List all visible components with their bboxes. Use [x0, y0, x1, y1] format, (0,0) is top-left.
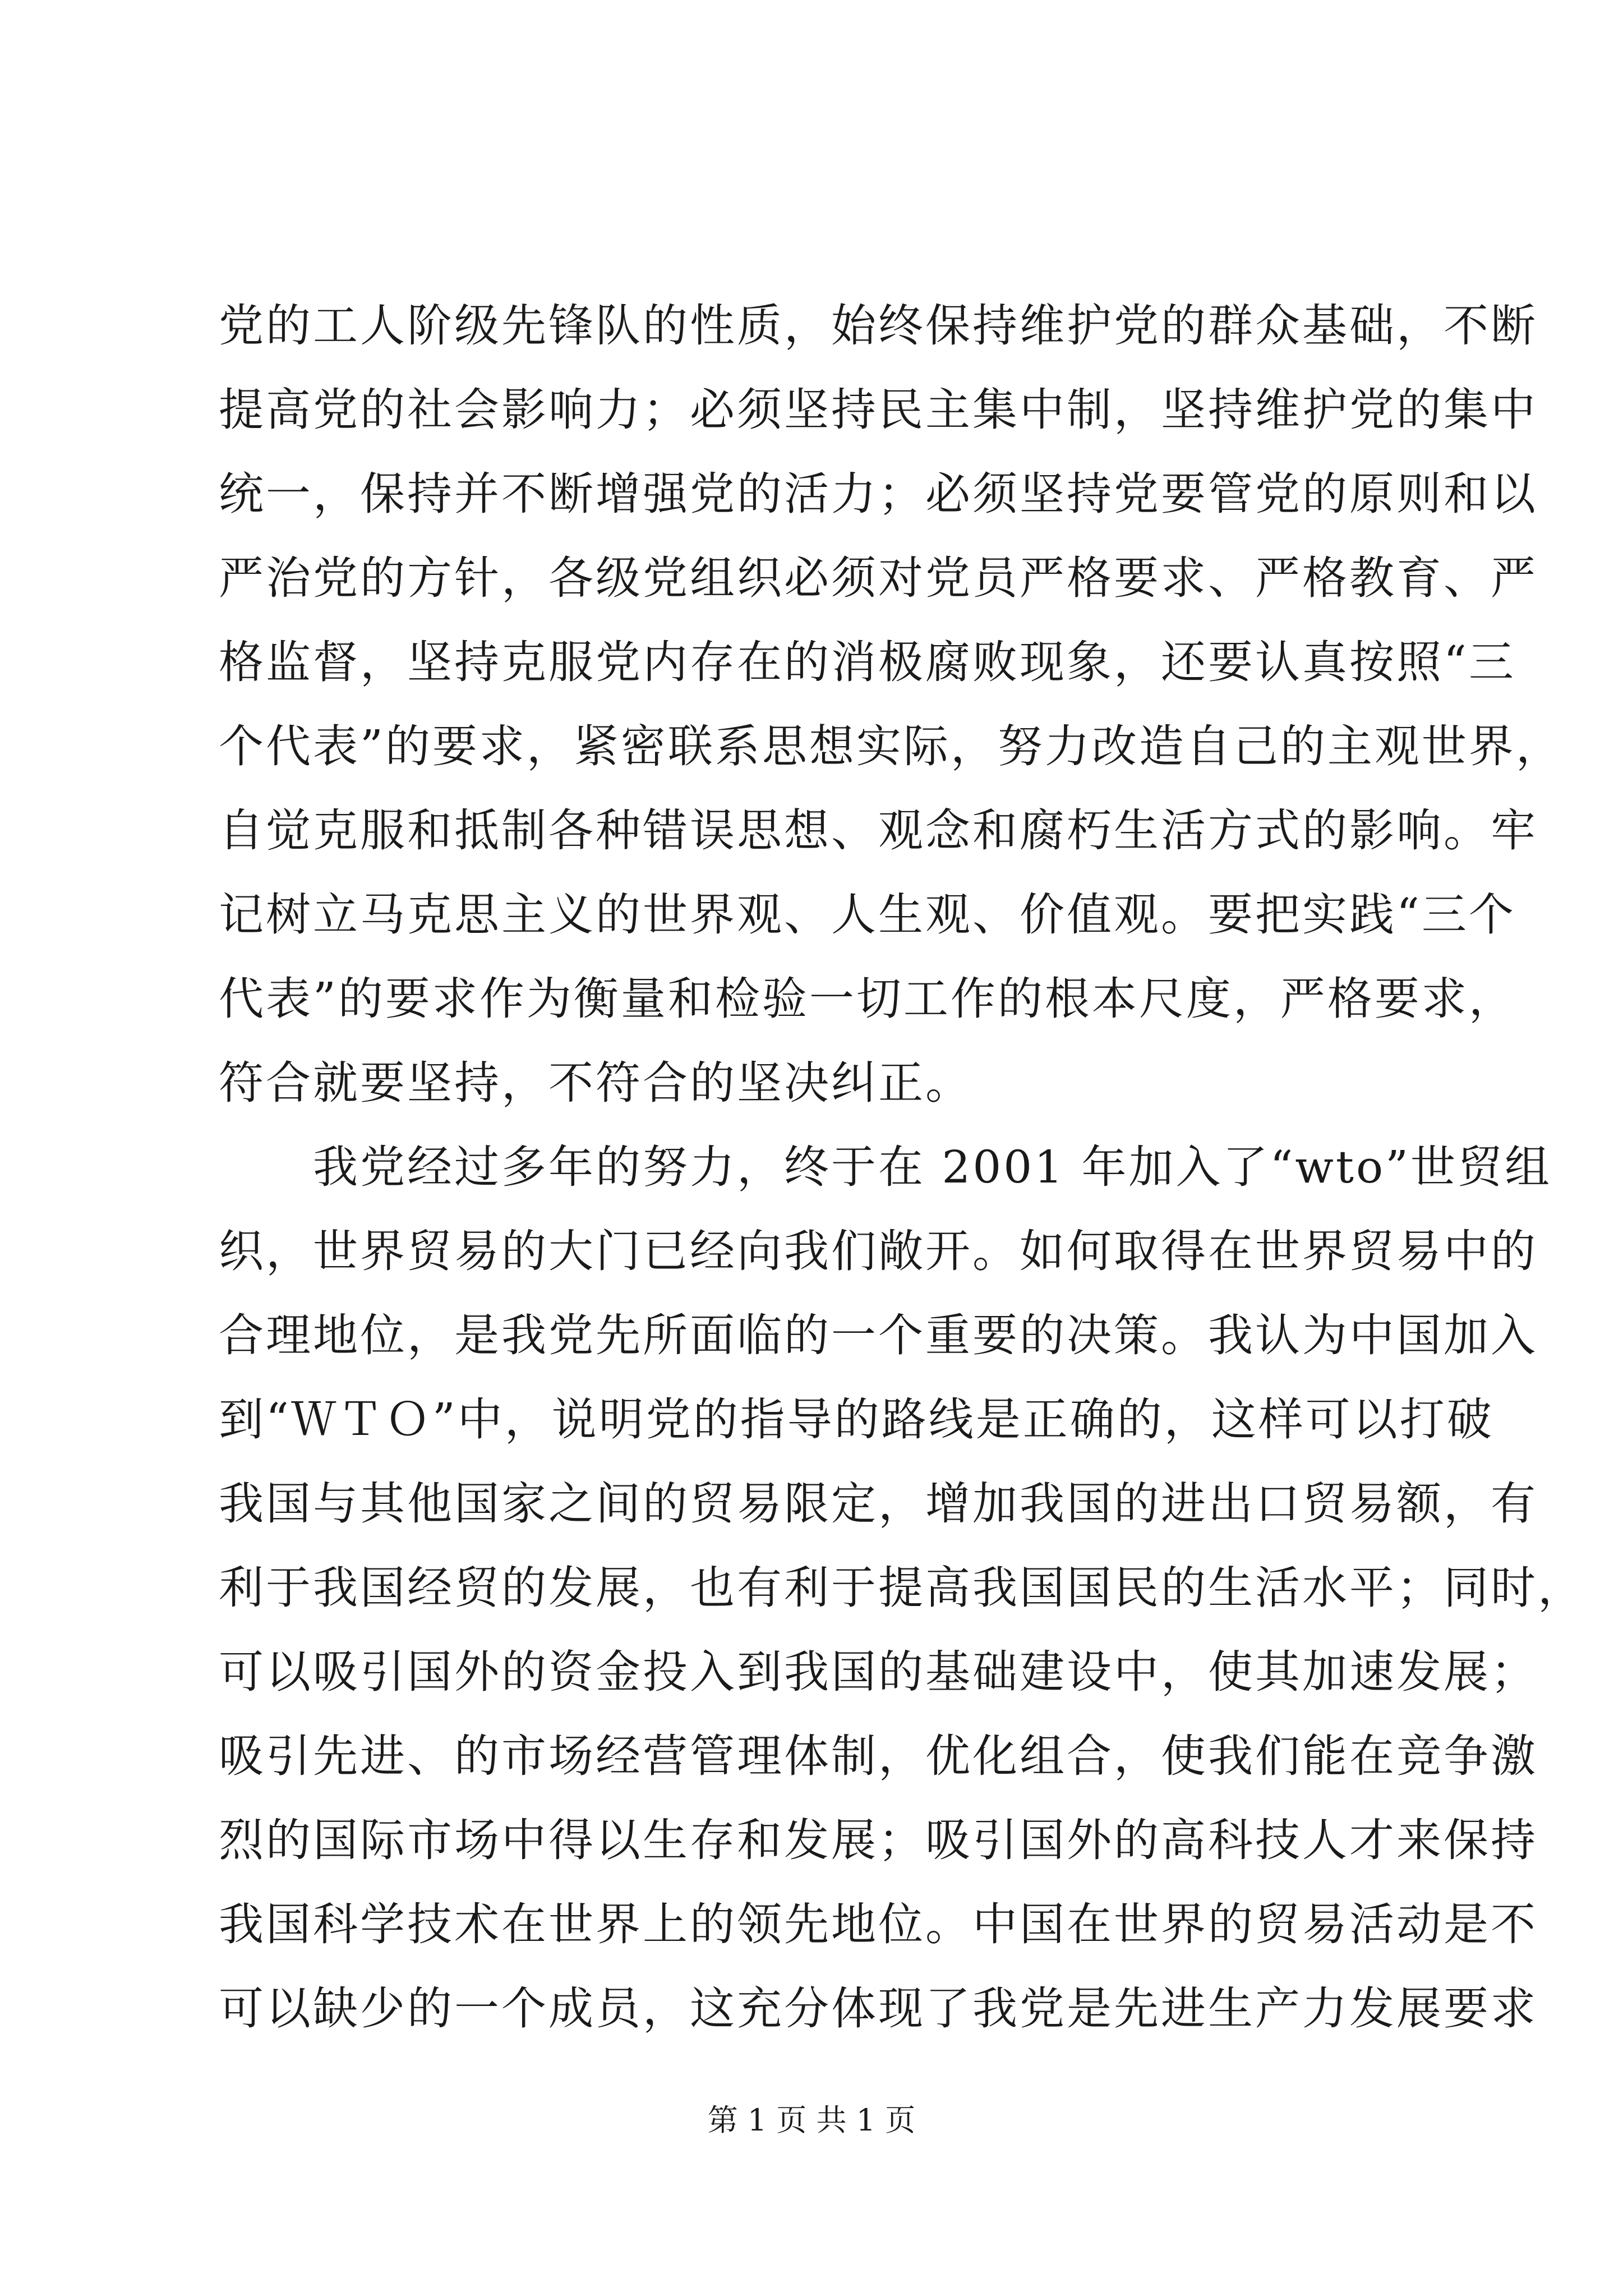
text-line: 利于我国经贸的发展，也有利于提高我国国民的生活水平；同时， [219, 1562, 1585, 1614]
text-line: 记树立马克思主义的世界观、人生观、价值观。要把实践“三个 [219, 889, 1516, 941]
text-line: 自觉克服和抵制各种错误思想、观念和腐朽生活方式的影响。牢 [219, 804, 1538, 857]
text-line: 我国与其他国家之间的贸易限定，增加我国的进出口贸易额，有 [219, 1478, 1538, 1530]
page-footer [0, 2098, 1623, 2143]
text-line: 我党经过多年的努力，终于在 2001 年加入了“wto”世贸组 [219, 1141, 1552, 1193]
text-line: 烈的国际市场中得以生存和发展；吸引国外的高科技人才来保持 [219, 1814, 1538, 1866]
text-line: 可以吸引国外的资金投入到我国的基础建设中，使其加速发展； [219, 1646, 1538, 1698]
text-line: 到“ＷＴＯ”中，说明党的指导的路线是正确的，这样可以打破 [219, 1393, 1494, 1446]
text-line: 严治党的方针，各级党组织必须对党员严格要求、严格教育、严 [219, 552, 1538, 604]
document-body [219, 284, 1585, 2051]
text-line: 合理地位，是我党先所面临的一个重要的决策。我认为中国加入 [219, 1309, 1538, 1361]
text-line: 吸引先进、的市场经营管理体制，优化组合，使我们能在竞争激 [219, 1730, 1538, 1782]
text-line: 可以缺少的一个成员，这充分体现了我党是先进生产力发展要求 [219, 1982, 1538, 2035]
text-line: 织，世界贸易的大门已经向我们敞开。如何取得在世界贸易中的 [219, 1225, 1538, 1277]
page-number-label: 第 1 页 共 1 页 [707, 2102, 916, 2138]
text-line: 代表”的要求作为衡量和检验一切工作的根本尺度，严格要求， [219, 973, 1516, 1025]
text-line: 党的工人阶级先锋队的性质，始终保持维护党的群众基础，不断 [219, 300, 1538, 352]
text-line: 个代表”的要求，紧密联系思想实际，努力改造自己的主观世界， [219, 720, 1563, 772]
text-line: 我国科学技术在世界上的领先地位。中国在世界的贸易活动是不 [219, 1898, 1538, 1950]
text-line: 统一，保持并不断增强党的活力；必须坚持党要管党的原则和以 [219, 468, 1538, 520]
text-line: 提高党的社会影响力；必须坚持民主集中制，坚持维护党的集中 [219, 384, 1538, 436]
text-line: 符合就要坚持，不符合的坚决纠正。 [219, 1057, 972, 1109]
text-line: 格监督，坚持克服党内存在的消极腐败现象，还要认真按照“三 [219, 636, 1516, 688]
